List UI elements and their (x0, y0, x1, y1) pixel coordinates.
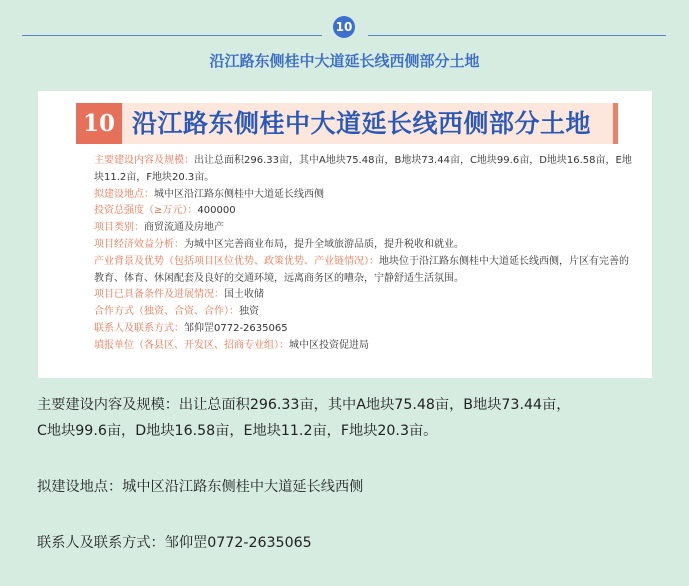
detail-row-reporter (94, 338, 634, 355)
header-divider-right (368, 35, 666, 36)
detail-value: 独资 (239, 306, 259, 318)
detail-row-benefit (94, 237, 634, 254)
detail-row-cooperation (94, 304, 634, 321)
detail-label: 联系人及联系方式： (94, 322, 184, 334)
scale-line: C地块99.6亩，D地块16.58亩，E地块11.2亩，F地块20.3亩。 (37, 423, 438, 439)
section-number-badge: 10 (333, 16, 355, 38)
detail-value: 出让总面积296.33亩，其中A地块75.48亩，B地块73.44亩，C地块99.6亩，D地块16.58亩，E地块11.2亩，F地块20.3亩。 (94, 155, 632, 183)
detail-label: 填报单位（各县区、开发区、招商专业组）： (94, 339, 289, 351)
detail-row-scale (94, 153, 634, 187)
detail-label: 拟建设地点： (94, 188, 154, 200)
detail-value: 地块位于沿江路东侧桂中大道延长线西侧，片区有完善的教育、体育、休闲配套及良好的交通环境，远离商务区的嘈杂，宁静舒适生活氛围。 (94, 255, 629, 284)
card-number: 10 (76, 103, 122, 144)
card-title: 沿江路东侧桂中大道延长线西侧部分土地 (132, 109, 592, 138)
detail-row-contact (94, 321, 634, 338)
detail-label: 合作方式（独资、合资、合作）： (94, 306, 239, 318)
detail-label: 项目经济效益分析： (94, 238, 184, 250)
header-divider-left (22, 35, 322, 36)
detail-value: 为城中区完善商业布局，提升全域旅游品质，提升税收和就业。 (184, 238, 464, 250)
detail-label: 项目已具备条件及进展情况： (94, 289, 224, 301)
scale-line: 主要建设内容及规模：出让总面积296.33亩，其中A地块75.48亩，B地块73.44亩， (37, 397, 571, 413)
card-title-banner (76, 103, 618, 144)
detail-label: 投资总强度（≥万元）： (94, 205, 198, 217)
detail-value: 邹仰罡0772-2635065 (184, 322, 288, 334)
card-details (94, 153, 634, 355)
project-info-card (38, 91, 652, 378)
location-paragraph: 拟建设地点：城中区沿江路东侧桂中大道延长线西侧 (37, 479, 364, 495)
detail-row-investment (94, 203, 634, 220)
detail-row-location (94, 187, 634, 204)
detail-row-background (94, 254, 634, 288)
section-title: 沿江路东侧桂中大道延长线西侧部分土地 (209, 52, 480, 70)
detail-value: 400000 (197, 205, 236, 217)
detail-row-category (94, 220, 634, 237)
detail-value: 城中区沿江路东侧桂中大道延长线西侧 (154, 188, 324, 200)
detail-row-progress (94, 287, 634, 304)
detail-label: 主要建设内容及规模： (94, 155, 194, 166)
contact-paragraph: 联系人及联系方式：邹仰罡0772-2635065 (37, 535, 312, 551)
detail-value: 国土收储 (224, 289, 264, 301)
detail-value: 商贸流通及房地产 (144, 222, 224, 234)
scale-paragraph (37, 392, 667, 444)
detail-value: 城中区投资促进局 (289, 339, 369, 351)
detail-label: 项目类别： (94, 222, 144, 234)
detail-label: 产业背景及优势（包括项目区位优势、政策优势、产业链情况）： (94, 255, 379, 267)
